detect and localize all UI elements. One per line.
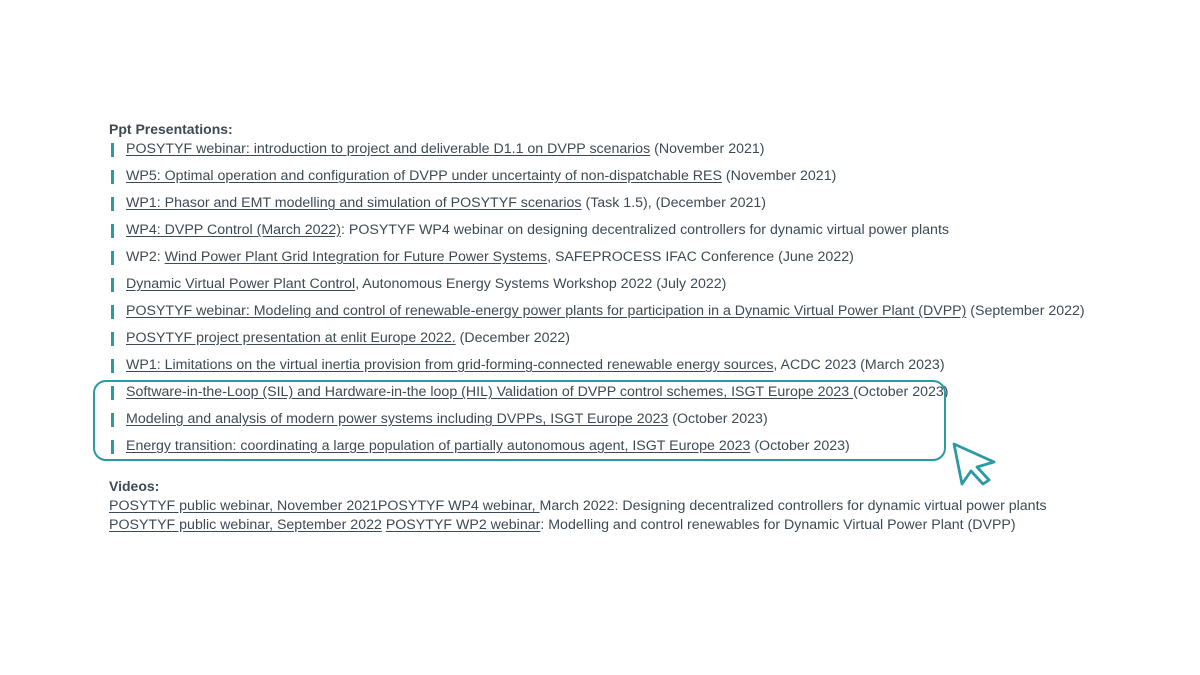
presentation-description: : POSYTYF WP4 webinar on designing decentralized controllers for dynamic virtual power plants	[341, 222, 949, 238]
video-line	[109, 516, 1047, 535]
presentation-date: (November 2021)	[650, 141, 765, 157]
presentation-link[interactable]: WP5: Optimal operation and configuration of DVPP under uncertainty of non-dispatchable RES	[126, 168, 722, 184]
presentation-date: (October 2023)	[668, 411, 768, 427]
presentation-link[interactable]: Wind Power Plant Grid Integration for Future Power Systems	[164, 249, 548, 265]
bullet-bar-icon	[111, 278, 114, 292]
presentation-date: (November 2021)	[721, 168, 837, 184]
list-item	[111, 220, 1085, 247]
presentation-link[interactable]: POSYTYF project presentation at enlit Europe 2022.	[126, 330, 456, 346]
presentation-date: (December 2022)	[455, 330, 570, 346]
presentation-description: , SAFEPROCESS IFAC Conference (June 2022)	[547, 249, 854, 265]
presentation-date: (October 2023)	[750, 438, 850, 454]
presentation-link[interactable]: WP1: Phasor and EMT modelling and simulation of POSYTYF scenarios	[126, 195, 582, 211]
presentation-link[interactable]: Modeling and analysis of modern power systems including DVPPs, ISGT Europe 2023	[126, 411, 669, 427]
presentation-link[interactable]: WP1: Limitations on the virtual inertia provision from grid-forming-connected renewable energy sources	[126, 357, 774, 373]
video-link[interactable]: POSYTYF WP4 webinar,	[377, 498, 540, 514]
presentation-description: , Autonomous Energy Systems Workshop 2022 (July 2022)	[355, 276, 727, 292]
list-item	[111, 355, 1085, 382]
bullet-bar-icon	[111, 332, 114, 346]
videos-section	[109, 497, 1047, 535]
presentation-prefix: WP2:	[126, 249, 165, 265]
list-item	[111, 301, 1085, 328]
bullet-bar-icon	[111, 359, 114, 373]
presentation-date: (Task 1.5), (December 2021)	[581, 195, 767, 211]
presentation-link[interactable]: Dynamic Virtual Power Plant Control	[126, 276, 356, 292]
video-description: : Modelling and control renewables for Dynamic Virtual Power Plant (DVPP)	[540, 517, 1016, 533]
highlight-box	[93, 380, 949, 461]
list-item	[111, 274, 1085, 301]
list-item	[111, 166, 1085, 193]
presentation-link[interactable]: Energy transition: coordinating a large population of partially autonomous agent, ISGT Europe 2023	[126, 438, 751, 454]
bullet-bar-icon	[111, 251, 114, 265]
list-item	[111, 328, 1085, 355]
video-description: March 2022: Designing decentralized controllers for dynamic virtual power plants	[539, 498, 1047, 514]
presentation-link[interactable]: POSYTYF webinar: Modeling and control of renewable-energy power plants for participation in a Dynamic Virtual Power Plant (DVPP)	[126, 303, 967, 319]
list-item	[111, 193, 1085, 220]
ppt-presentations-heading: Ppt Presentations:	[109, 121, 233, 137]
list-item	[111, 139, 1085, 166]
presentation-date: (September 2022)	[966, 303, 1085, 319]
video-link[interactable]: POSYTYF public webinar, September 2022	[109, 517, 382, 533]
video-link[interactable]: POSYTYF WP2 webinar	[385, 517, 541, 533]
bullet-bar-icon	[111, 224, 114, 238]
presentation-date: (October 2023)	[853, 384, 949, 400]
video-line	[109, 497, 1047, 516]
presentation-link[interactable]: WP4: DVPP Control (March 2022)	[126, 222, 341, 238]
video-link[interactable]: POSYTYF public webinar, November 2021	[109, 498, 378, 514]
presentation-link[interactable]: Software-in-the-Loop (SIL) and Hardware-in-the loop (HIL) Validation of DVPP control schemes, ISGT Europe 2023	[126, 384, 854, 400]
bullet-bar-icon	[111, 197, 114, 211]
bullet-bar-icon	[111, 305, 114, 319]
pointer-arrow-icon	[950, 440, 1000, 486]
list-item	[111, 247, 1085, 274]
presentation-link[interactable]: POSYTYF webinar: introduction to project and deliverable D1.1 on DVPP scenarios	[126, 141, 651, 157]
bullet-bar-icon	[111, 170, 114, 184]
presentation-description: , ACDC 2023 (March 2023)	[773, 357, 945, 373]
bullet-bar-icon	[111, 143, 114, 157]
videos-heading: Videos:	[109, 478, 160, 494]
